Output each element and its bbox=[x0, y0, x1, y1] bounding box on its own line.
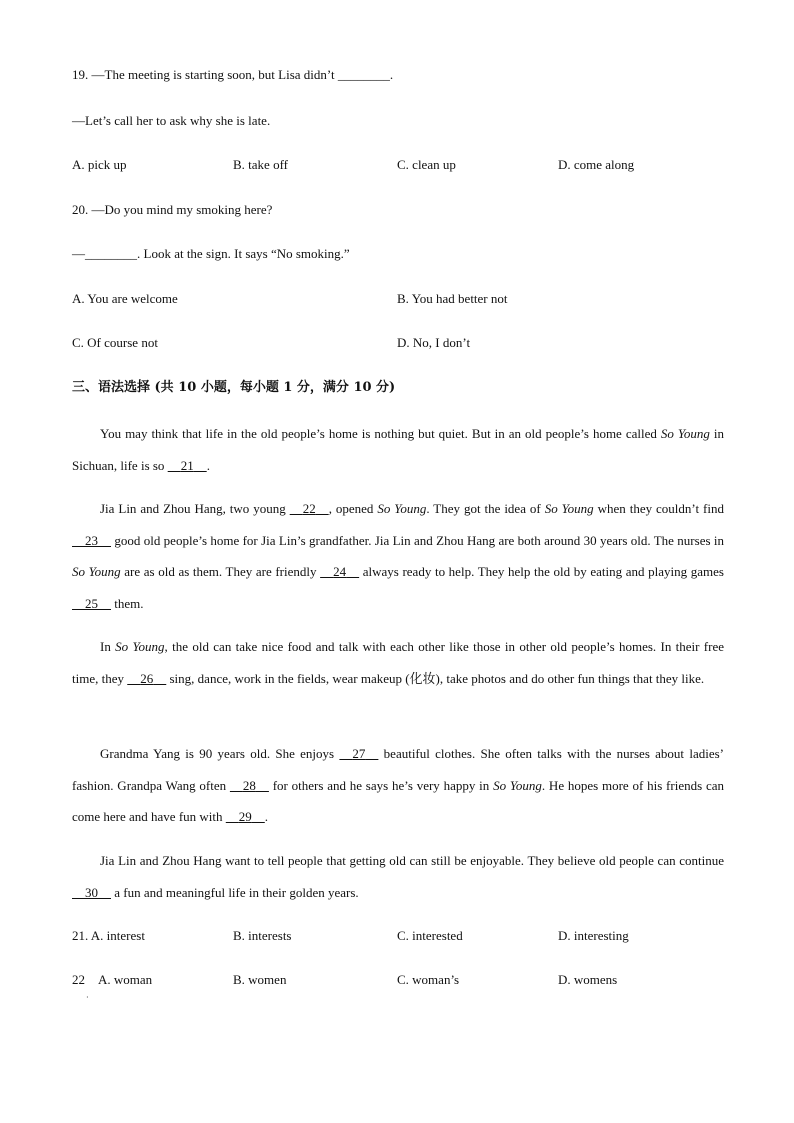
q19-option-a[interactable]: A. pick up bbox=[72, 157, 127, 172]
q19-option-c[interactable]: C. clean up bbox=[397, 157, 456, 172]
q19-reply: —Let’s call her to ask why she is late. bbox=[72, 113, 271, 128]
section-heading: 三、语法选择 (共 10 小题，每小题 1 分，满分 10 分) bbox=[72, 380, 396, 395]
passage-paragraph-1: You may think that life in the old people’s home is nothing but quiet. But in an old people’s home called So Young in Sichuan, life is so 21 . bbox=[72, 426, 724, 473]
q20-reply: —________. Look at the sign. It says “No smoking.” bbox=[72, 246, 350, 261]
q20-option-c[interactable]: C. Of course not bbox=[72, 335, 158, 350]
q19-option-b[interactable]: B. take off bbox=[233, 157, 288, 172]
q22-option-d[interactable]: D. womens bbox=[558, 972, 618, 987]
q19-stem: 19. —The meeting is starting soon, but Lisa didn’t ________. bbox=[72, 67, 394, 82]
q20-stem: 20. —Do you mind my smoking here? bbox=[72, 202, 273, 217]
passage-paragraph-5: Jia Lin and Zhou Hang want to tell people that getting old can still be enjoyable. They believe old people can continue 30 a fun and meaningful life in their golden years. bbox=[72, 845, 724, 908]
q21-option-a[interactable]: 21. A. interest bbox=[72, 928, 145, 943]
q21-option-d[interactable]: D. interesting bbox=[558, 928, 629, 943]
q20-option-b[interactable]: B. You had better not bbox=[397, 291, 508, 306]
blank-22[interactable]: 22 bbox=[302, 501, 316, 516]
footnote-mark: · bbox=[86, 993, 89, 1002]
blank-27[interactable]: 27 bbox=[352, 746, 366, 761]
blank-26[interactable]: 26 bbox=[140, 670, 154, 686]
q21-option-b[interactable]: B. interests bbox=[233, 928, 292, 943]
blank-23[interactable]: 23 bbox=[85, 532, 98, 548]
blank-28[interactable]: 28 bbox=[242, 777, 256, 793]
q22-option-b[interactable]: B. women bbox=[233, 972, 287, 987]
q19-option-d[interactable]: D. come along bbox=[558, 157, 635, 172]
blank-25[interactable]: 25 bbox=[85, 595, 98, 611]
blank-30[interactable]: 30 bbox=[85, 884, 98, 900]
passage-paragraph-2: Jia Lin and Zhou Hang, two young 22 , opened So Young. They got the idea of So Young when they couldn’t find 23 good old people’s home for Jia Lin’s grandfather. Jia Lin and Zhou Hang are both around 30 years old. The nurses in So Young are as old as them. They are friendly 24 always ready to help. They help the old by eating and playing games 25 them. bbox=[72, 501, 724, 611]
passage-paragraph-3: In So Young, the old can take nice food and talk with each other like those in other old people’s homes. In their free time, they 26 sing, dance, work in the fields, wear makeup (化妆), take photos and do other fun things that they like. bbox=[72, 639, 724, 686]
q20-option-a[interactable]: A. You are welcome bbox=[72, 291, 178, 306]
blank-21[interactable]: 21 bbox=[180, 457, 194, 473]
q20-option-d[interactable]: D. No, I don’t bbox=[397, 335, 471, 350]
q22-option-c[interactable]: C. woman’s bbox=[397, 972, 460, 987]
passage-paragraph-4: Grandma Yang is 90 years old. She enjoys 27 beautiful clothes. She often talks with the nurses about ladies’ fashion. Grandpa Wang often 28 for others and he says he’s very happy in So Young. He hopes more of his friends can come here and have fun with 29 . bbox=[72, 746, 724, 824]
q21-option-c[interactable]: C. interested bbox=[397, 928, 463, 943]
q22-option-a[interactable]: 22 A. woman bbox=[72, 972, 153, 987]
blank-24[interactable]: 24 bbox=[333, 564, 347, 579]
blank-29[interactable]: 29 bbox=[238, 809, 252, 824]
